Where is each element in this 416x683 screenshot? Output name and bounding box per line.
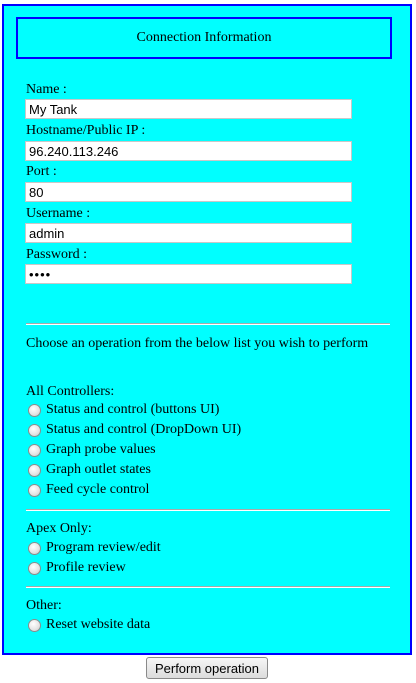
connection-form-panel — [2, 4, 412, 655]
all-controllers-heading: All Controllers: — [26, 384, 115, 399]
divider — [26, 323, 390, 325]
password-label: Password : — [26, 247, 88, 262]
radio-option-label: Feed cycle control — [46, 482, 150, 497]
radio-button-icon[interactable] — [28, 444, 41, 457]
radio-button-icon[interactable] — [28, 464, 41, 477]
perform-operation-button[interactable]: Perform operation — [146, 657, 268, 679]
port-input[interactable] — [25, 182, 352, 202]
divider — [26, 586, 390, 588]
radio-button-icon[interactable] — [28, 484, 41, 497]
radio-option-label: Program review/edit — [46, 540, 161, 555]
radio-option-reset-website[interactable] — [26, 616, 150, 634]
connection-info-header — [16, 17, 392, 59]
other-heading: Other: — [26, 598, 62, 613]
radio-option-label: Status and control (buttons UI) — [46, 402, 220, 417]
radio-button-icon[interactable] — [28, 562, 41, 575]
radio-button-icon[interactable] — [28, 619, 41, 632]
radio-option-label: Reset website data — [46, 617, 151, 632]
password-input[interactable] — [25, 264, 352, 284]
host-label: Hostname/Public IP : — [26, 123, 146, 138]
instruction-text: Choose an operation from the below list you wish to perform — [26, 336, 369, 351]
radio-option-graph-probe[interactable] — [26, 441, 156, 459]
radio-button-icon[interactable] — [28, 404, 41, 417]
radio-option-label: Profile review — [46, 560, 126, 575]
username-input[interactable] — [25, 223, 352, 243]
radio-option-label: Status and control (DropDown UI) — [46, 422, 242, 437]
radio-option-status-buttons[interactable] — [26, 401, 219, 419]
radio-option-feed-cycle[interactable] — [26, 481, 149, 499]
radio-option-label: Graph outlet states — [46, 462, 151, 477]
divider — [26, 509, 390, 511]
radio-option-label: Graph probe values — [46, 442, 156, 457]
host-input[interactable] — [25, 141, 352, 161]
radio-option-graph-outlet[interactable] — [26, 461, 151, 479]
radio-button-icon[interactable] — [28, 424, 41, 437]
radio-option-profile-review[interactable] — [26, 559, 126, 577]
apex-only-heading: Apex Only: — [26, 521, 92, 536]
radio-button-icon[interactable] — [28, 542, 41, 555]
radio-option-status-dropdown[interactable] — [26, 421, 241, 439]
port-label: Port : — [26, 164, 57, 179]
name-label: Name : — [26, 82, 67, 97]
name-input[interactable] — [25, 99, 352, 119]
header-title: Connection Information — [136, 30, 272, 45]
radio-option-program-review[interactable] — [26, 539, 161, 557]
username-label: Username : — [26, 206, 91, 221]
